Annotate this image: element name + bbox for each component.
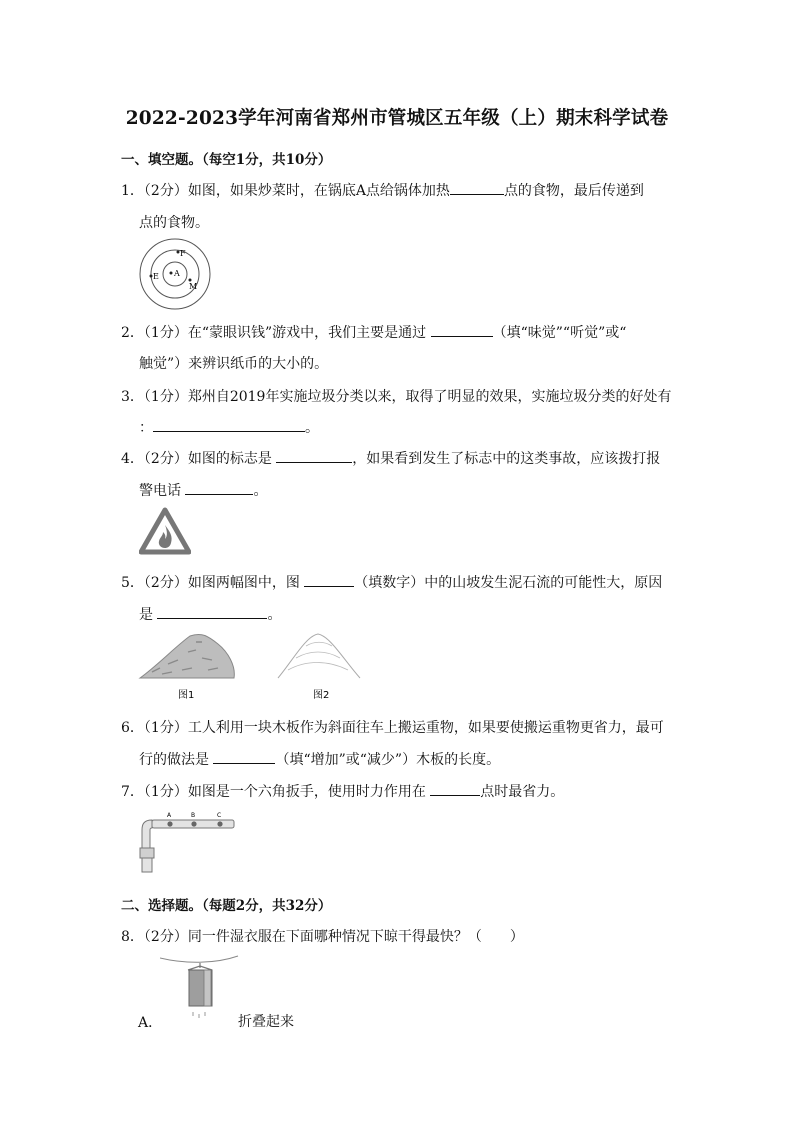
hex-key-wrench-figure <box>132 810 240 874</box>
fire-warning-sign-icon <box>139 507 191 555</box>
question-5-line-1 <box>121 572 662 592</box>
question-4-line-1 <box>121 448 660 468</box>
q2-blank[interactable] <box>431 323 493 337</box>
q5-text-b: （填数字）中的山坡发生泥石流的可能性大，原因 <box>354 575 663 591</box>
pan-label-e: E <box>153 272 159 281</box>
question-8-stem <box>121 926 524 946</box>
question-7-line-1 <box>121 781 564 801</box>
q2-text-b: （填“味觉”“听觉”或“ <box>492 325 627 341</box>
q5-text-d: 。 <box>267 607 282 623</box>
pan-label-a: A <box>174 269 180 278</box>
q2-text-a: 2．（1分）在“蒙眼识钱”游戏中，我们主要是通过 <box>121 325 427 341</box>
pan-label-m: M <box>189 282 198 291</box>
q6-blank[interactable] <box>213 750 275 764</box>
q1-blank-1[interactable] <box>450 181 504 195</box>
pan-concentric-circles-figure <box>138 238 212 310</box>
q5-blank-1[interactable] <box>304 573 354 587</box>
q6-text-c: （填“增加”或“减少”）木板的长度。 <box>275 752 501 768</box>
q7-blank[interactable] <box>430 782 480 796</box>
wrench-label-c: C <box>217 812 222 819</box>
folded-wet-clothes-figure <box>160 952 240 1030</box>
q5-text-a: 5．（2分）如图两幅图中，图 <box>121 575 300 591</box>
question-2-line-2 <box>139 353 328 373</box>
q4-text-c: 警电话 <box>139 483 181 499</box>
question-1-line-2 <box>139 212 209 232</box>
q4-blank-1[interactable] <box>276 449 352 463</box>
q1-text-b: 点的食物，最后传递到 <box>503 183 644 199</box>
section-fill-blank-heading: 一、填空题。（每空1分，共10分） <box>121 152 332 168</box>
wrench-label-a: A <box>167 812 172 819</box>
q4-text-b: ，如果看到发生了标志中的这类事故，应该拨打报 <box>352 451 661 467</box>
figure-1-caption: 图1 <box>178 690 195 701</box>
q7-text-a: 7．（1分）如图是一个六角扳手，使用时力作用在 <box>121 784 426 800</box>
question-1-line-1 <box>121 180 644 200</box>
hillside-comparison-figure <box>138 630 370 704</box>
q8-option-a[interactable] <box>138 1012 162 1032</box>
section-multiple-choice-heading: 二、选择题。（每题2分，共32分） <box>121 898 332 914</box>
q1-text-a: 1．（2分）如图，如果炒菜时，在锅底A点给锅体加热 <box>121 183 450 199</box>
q3-text-a: 3．（1分）郑州自2019年实施垃圾分类以来，取得了明显的效果，实施垃圾分类的好处有 <box>121 389 672 405</box>
q1-text-c: 点的食物。 <box>139 215 209 231</box>
q3-blank[interactable] <box>153 418 305 432</box>
q4-text-a: 4．（2分）如图的标志是 <box>121 451 272 467</box>
wrench-label-b: B <box>191 812 196 819</box>
q6-text-a: 6．（1分）工人利用一块木板作为斜面往车上搬运重物，如果要使搬运重物更省力，最可 <box>121 720 664 736</box>
q6-text-b: 行的做法是 <box>139 752 209 768</box>
q5-blank-2[interactable] <box>157 605 267 619</box>
q8-option-a-text: 折叠起来 <box>238 1014 294 1030</box>
question-2-line-1 <box>121 322 626 342</box>
q2-text-c: 触觉”）来辨识纸币的大小的。 <box>139 356 329 372</box>
q8-option-a-letter: A． <box>138 1015 163 1031</box>
q4-blank-2[interactable] <box>185 481 253 495</box>
q7-text-b: 点时最省力。 <box>480 784 565 800</box>
question-4-line-2 <box>139 480 267 500</box>
q4-text-d: 。 <box>253 483 268 499</box>
q5-text-c: 是 <box>139 607 153 623</box>
page-title: 2022-2023学年河南省郑州市管城区五年级（上）期末科学试卷 <box>125 108 669 129</box>
question-3-line-2 <box>139 417 319 437</box>
pan-label-f: F <box>180 249 186 258</box>
question-6-line-1 <box>121 717 664 737</box>
q8-text: 8．（2分）同一件湿衣服在下面哪种情况下晾干得最快？（ ） <box>121 929 524 945</box>
figure-2-caption: 图2 <box>313 690 330 701</box>
question-5-line-2 <box>139 604 281 624</box>
q3-text-b: ： <box>139 420 153 436</box>
question-6-line-2 <box>139 749 500 769</box>
question-3-line-1 <box>121 386 671 406</box>
q3-text-c: 。 <box>305 420 319 436</box>
